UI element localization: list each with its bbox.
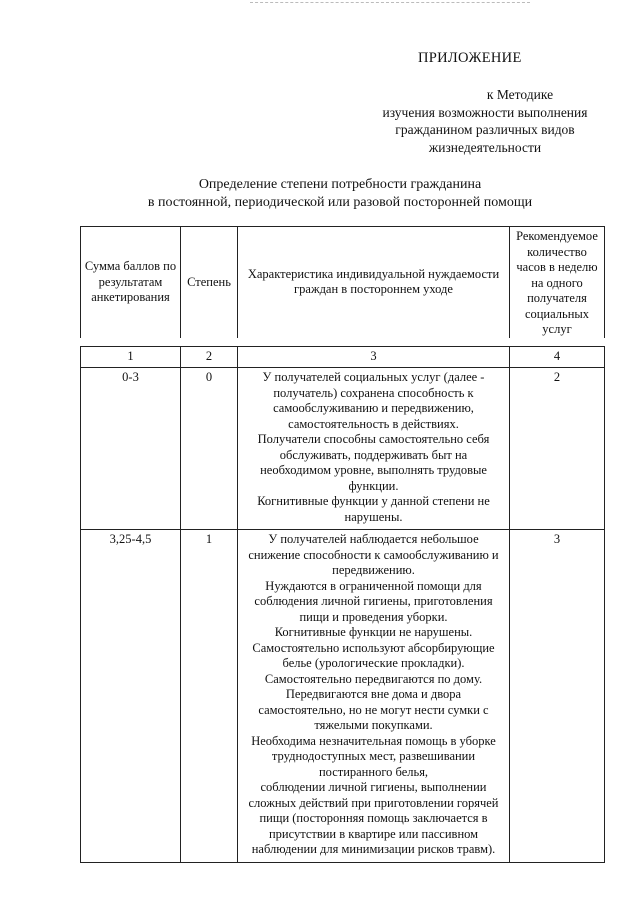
description-line: самостоятельность в действиях. [288,416,459,431]
description-line: обслуживать, поддерживать быт на [279,447,468,462]
description-line: Когнитивные функции не нарушены. [274,625,473,639]
column-number: 4 [510,347,605,368]
heading-line-2: в постоянной, периодической или разовой посторонней помощи [147,195,533,210]
row-hours: 3 [510,530,605,863]
description-line: постиранного белья, [318,764,429,779]
appendix-line: гражданином различных видов [395,122,575,137]
heading-line-1: Определение степени потребности гражданина [198,177,482,192]
description-line: пищи (посторонняя помощь заключается в [259,811,488,825]
header-hours: Рекомендуемое количество часов в неделю на одного получателя социальных услуг [510,227,605,338]
description-line: белье (урологические прокладки). [282,656,465,670]
description-line: Самостоятельно используют абсорбирующие [252,640,495,655]
description-line: Необходима незначительная помощь в уборке [251,733,496,748]
row-score: 3,25-4,5 [81,530,181,863]
description-line: сложных действий при приготовлении горячей [248,795,499,810]
description-line: Передвигаются вне дома и двора [285,687,462,701]
header-characteristic: Характеристика индивидуальной нуждаемости граждан в постороннем уходе [238,227,510,338]
description-line: самообслуживанию и передвижению, [273,401,474,415]
column-number: 3 [238,347,510,368]
table-row [81,530,605,863]
row-degree: 1 [181,530,238,863]
row-score: 0-3 [81,368,181,530]
description-line: снижение способности к самообслуживанию и [248,547,499,562]
row-degree: 0 [181,368,238,530]
table-header [80,226,605,338]
description-line: передвижению. [332,563,415,577]
appendix-line: к Методике [486,87,554,102]
description-line: нарушены. [344,509,403,524]
appendix-line: изучения возможности выполнения [382,104,588,120]
description-line: необходимом уровне, выполнять трудовые [260,463,487,477]
description-line: труднодоступных мест, развешивании [271,749,476,763]
description-line: соблюдении личной гигиены, выполнении [260,780,487,794]
description-line: Самостоятельно передвигаются по дому. [264,671,483,686]
description-line: Получатели способны самостоятельно себя [257,432,490,446]
row-description [238,368,510,530]
table-row [81,368,605,530]
description-line: присутствии в квартире или пассивном [268,826,479,841]
column-numbers-row [81,347,605,368]
appendix-subtitle [340,86,630,156]
row-hours: 2 [510,368,605,530]
description-line: получатель) сохранена способность к [273,385,474,400]
description-line: пищи и проведения уборки. [299,609,448,624]
description-line: Нуждаются в ограниченной помощи для [265,578,482,593]
document-heading [40,176,639,212]
appendix-title: ПРИЛОЖЕНИЕ [418,50,522,66]
description-line: тяжелыми покупками. [314,718,433,732]
header-score: Сумма баллов по результатам анкетирования [81,227,181,338]
header-degree: Степень [181,227,238,338]
description-line: функции. [348,478,399,493]
row-description [238,530,510,863]
description-line: Когнитивные функции у данной степени не [257,494,490,508]
appendix-line: жизнедеятельности [428,139,542,155]
description-line: соблюдения личной гигиены, приготовления [254,594,493,608]
description-line: самостоятельно, но не могут нести сумки с [258,702,489,717]
description-line: У получателей наблюдается небольшое [268,532,479,546]
column-number: 2 [181,347,238,368]
description-line: наблюдении для минимизации рисков травм). [251,842,496,856]
column-number: 1 [81,347,181,368]
table-body [80,346,605,863]
scan-artifact [250,2,530,6]
description-line: У получателей социальных услуг (далее - [262,370,485,384]
